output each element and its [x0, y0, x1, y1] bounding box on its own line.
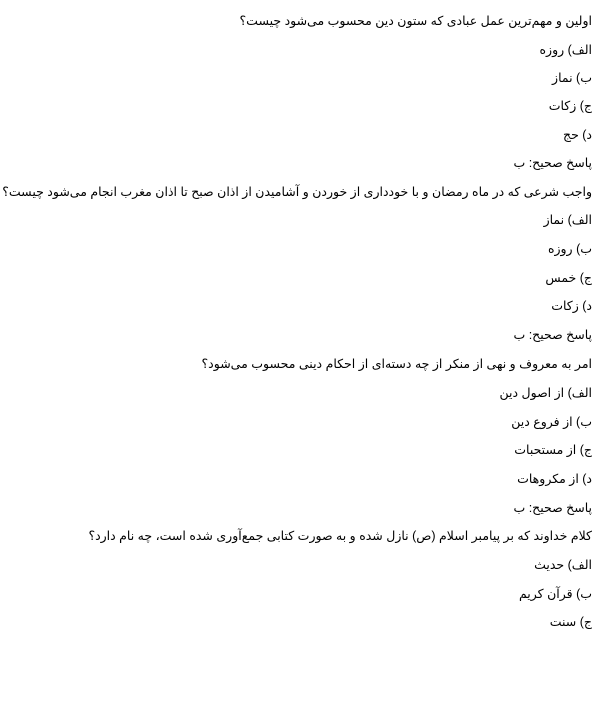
question-2-option-a: الف) نماز	[543, 213, 592, 227]
question-2-option-d: د) زکات	[551, 299, 592, 313]
question-2-answer: پاسخ صحیح: ب	[513, 328, 592, 342]
question-2-option-b: ب) روزه	[547, 242, 592, 256]
question-1-option-b: ب) نماز	[552, 71, 592, 85]
question-3-option-c: ج) از مستحبات	[514, 443, 592, 457]
question-1-option-c: ج) زکات	[548, 99, 592, 113]
question-3-text: امر به معروف و نهی از منکر از چه دسته‌ای از احکام دینی محسوب می‌شود؟	[201, 357, 592, 371]
question-4-option-a: الف) حدیث	[534, 558, 592, 572]
question-1-text: اولین و مهم‌ترین عمل عبادی که ستون دین محسوب می‌شود چیست؟	[239, 14, 592, 28]
question-2-option-c: ج) خمس	[545, 271, 592, 285]
question-4-option-b: ب) قرآن کریم	[518, 587, 592, 601]
question-3-answer: پاسخ صحیح: ب	[513, 501, 592, 515]
question-2-text: واجب شرعی که در ماه رمضان و با خودداری از خوردن و آشامیدن از اذان صبح تا اذان مغرب انجام می‌شود چیست؟	[2, 185, 592, 199]
question-3-option-a: الف) از اصول دین	[499, 386, 592, 400]
question-3-option-b: ب) از فروع دین	[511, 415, 592, 429]
question-3-option-d: د) از مکروهات	[517, 472, 592, 486]
question-4-option-c: ج) سنت	[549, 615, 592, 629]
question-1-option-a: الف) روزه	[539, 43, 592, 57]
question-4-text: کلام خداوند که بر پیامبر اسلام (ص) نازل شده و به صورت کتابی جمع‌آوری شده است، چه نام دارد؟	[88, 529, 592, 543]
question-1-option-d: د) حج	[563, 128, 592, 142]
question-1-answer: پاسخ صحیح: ب	[513, 156, 592, 170]
